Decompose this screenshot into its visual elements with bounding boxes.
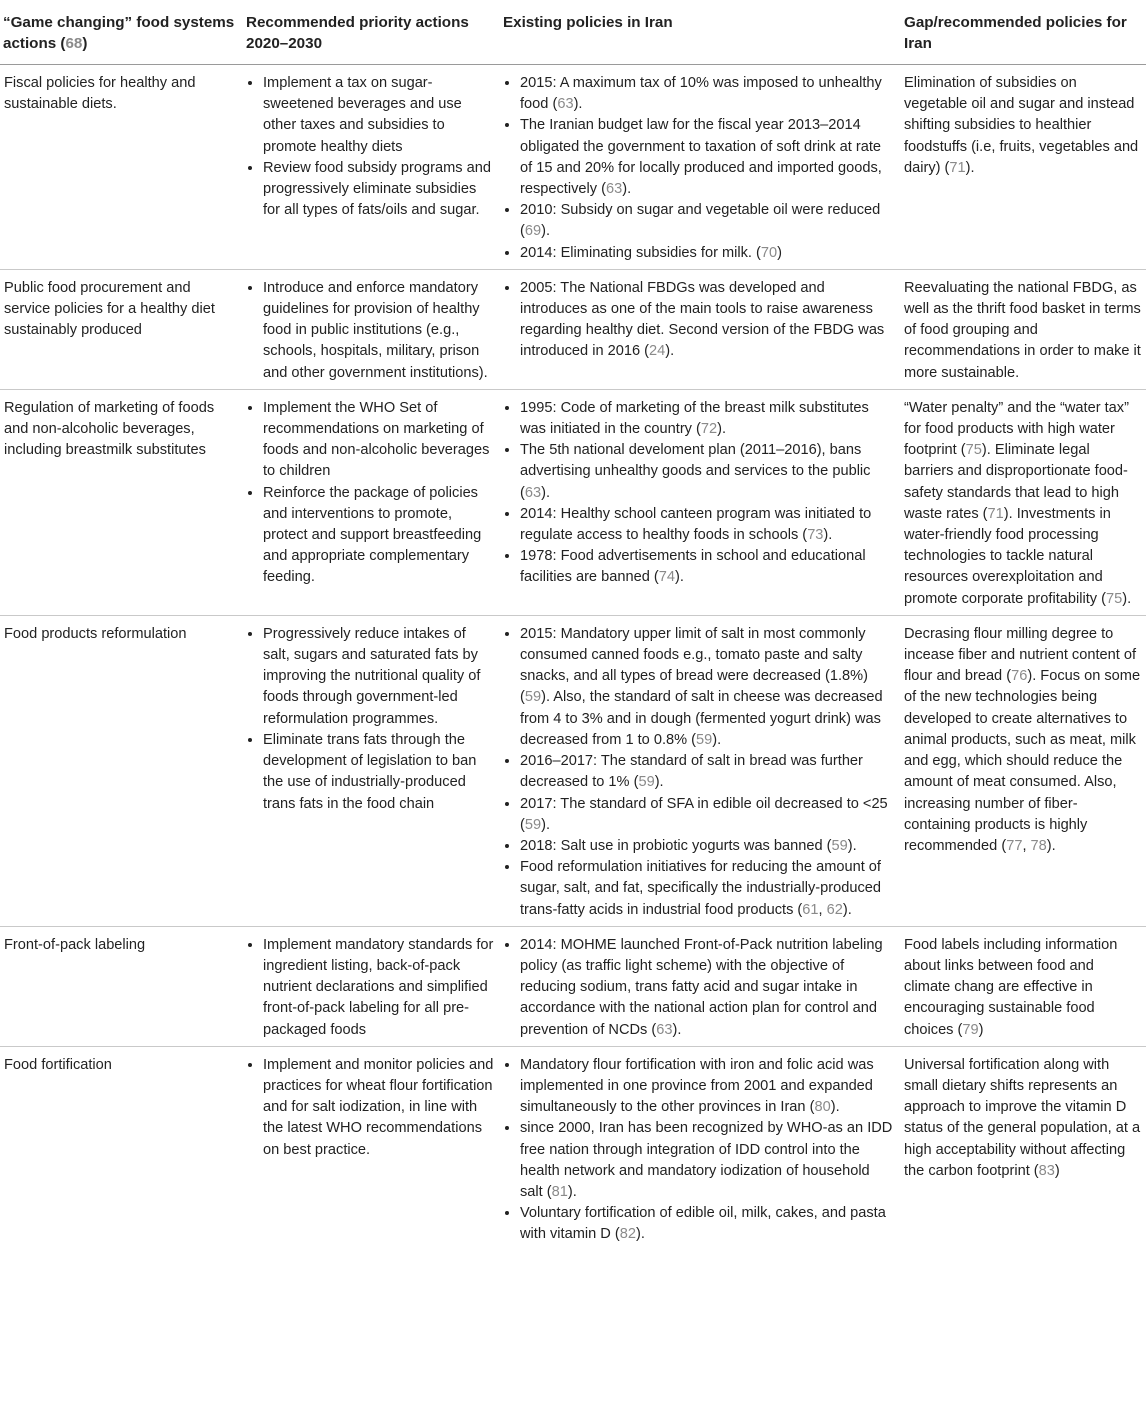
text-segment: ).: [622, 181, 632, 198]
text-segment: ).: [965, 159, 975, 176]
list-item: [263, 1055, 495, 1161]
list-item: [520, 504, 896, 546]
table-row: [0, 615, 1146, 926]
list-item: [263, 278, 495, 384]
text-segment: ).: [847, 837, 857, 854]
citation-link[interactable]: 73: [807, 527, 824, 544]
text-segment: ).: [1046, 837, 1056, 854]
cell-priority: [242, 269, 499, 389]
column-header-priority: Recommended priority actions 2020–2030: [242, 0, 499, 65]
list-item: [520, 278, 896, 363]
text-segment: ). Focus on some of the new technologies being developed to create alternatives to animal products, such as meat, milk and egg, which should reduce the amount of meat consumed. Also, increasing number of fiber-containing products is highly recommended (: [904, 668, 1141, 854]
list-item: [520, 115, 896, 200]
citation-link[interactable]: 70: [760, 244, 778, 261]
text-segment: ).: [573, 96, 583, 113]
text-segment: 2018: Salt use in probiotic yogurts was banned (: [520, 837, 832, 854]
citation-link[interactable]: 68: [65, 35, 83, 52]
priority-list: [246, 73, 495, 221]
text-segment: ).: [635, 1226, 645, 1243]
text-segment: Implement the WHO Set of recommendations on marketing of foods and non-alcoholic beverages to children: [263, 399, 490, 480]
citation-link[interactable]: 78: [1030, 837, 1047, 854]
cell-action: Food fortification: [4, 1056, 112, 1073]
citation-link[interactable]: 59: [524, 816, 542, 833]
text-segment: The 5th national develoment plan (2011–2016), bans advertising unhealthy goods and services to the public (: [520, 442, 871, 501]
column-header-actions: “Game changing” food systems actions (68): [0, 0, 242, 65]
text-segment: ).: [541, 223, 551, 240]
list-item: [520, 1203, 896, 1245]
text-segment: Decrasing flour milling degree to incease fiber and nutrient content of flour and bread (: [904, 625, 1137, 685]
text-segment: Elimination of subsidies on vegetable oil and sugar and instead shifting subsidies to healthier foodstuffs (i.e, fruits, vegetables and dairy) (: [904, 75, 1139, 176]
text-segment: 2017: The standard of SFA in edible oil decreased to <25 (: [520, 795, 888, 833]
citation-link[interactable]: 63: [605, 181, 623, 198]
priority-list: [246, 1055, 495, 1161]
cell-existing: [499, 389, 900, 615]
text-segment: ). Eliminate legal barriers and disproportionate food-safety standards that lead to high waste rates (: [904, 442, 1128, 522]
text-segment: Reevaluating the national FBDG, as well as the thrift food basket in terms of food grouping and recommendations in order to make it more sustainable.: [904, 279, 1141, 381]
cell-action: Food products reformulation: [0, 615, 242, 926]
list-item: [520, 546, 896, 588]
text-segment: 2014: Healthy school canteen program was initiated to regulate access to healthy foods in schools (: [520, 505, 872, 544]
list-item: [520, 73, 896, 115]
citation-link[interactable]: 80: [814, 1099, 831, 1116]
text-segment: ,: [1022, 837, 1031, 854]
text-segment: 2010: Subsidy on sugar and vegetable oil were reduced (: [520, 202, 881, 240]
text-segment: Implement a tax on sugar-sweetened beverages and use other taxes and subsidies to promote healthy diets: [263, 75, 462, 155]
text-segment: 1978: Food advertisements in school and educational facilities are banned (: [520, 548, 866, 586]
text-segment: Food reformulation initiatives for reducing the amount of sugar, salt, and fat, specifically the industrially-produced trans-fatty acids in industrial food products (: [520, 859, 881, 918]
citation-link[interactable]: 71: [987, 505, 1004, 522]
table-row: [0, 389, 1146, 615]
citation-link[interactable]: 63: [656, 1021, 673, 1038]
cell-priority: [242, 926, 499, 1046]
priority-list: [246, 398, 495, 589]
cell-priority: [242, 1046, 499, 1250]
list-item: [520, 243, 896, 264]
cell-existing: [499, 926, 900, 1046]
text-segment: 2014: Eliminating subsidies for milk. (: [520, 244, 761, 261]
citation-link[interactable]: 76: [1011, 668, 1028, 685]
list-item: [263, 935, 495, 1041]
text-segment: ): [777, 244, 783, 261]
text-segment: since 2000, Iran has been recognized by WHO-as an IDD free nation through integration of IDD control into the health network and mandatory iodization of household salt (: [520, 1120, 893, 1200]
table-row: [0, 1046, 1146, 1250]
text-segment: ).: [654, 774, 664, 791]
table-body: [0, 65, 1146, 1251]
cell-action: Regulation of marketing of foods and non-alcoholic beverages, including breastmilk substitutes: [0, 389, 242, 615]
text-segment: ).: [1122, 590, 1132, 607]
cell-gap: [900, 389, 1146, 615]
citation-link[interactable]: 75: [1105, 590, 1123, 607]
list-item: [520, 857, 896, 921]
citation-link[interactable]: 72: [700, 421, 718, 438]
text-segment: ): [978, 1021, 984, 1038]
cell-gap: [900, 269, 1146, 389]
citation-link[interactable]: 79: [962, 1021, 979, 1038]
cell-action: Front-of-pack labeling: [0, 926, 242, 1046]
citation-link[interactable]: 82: [619, 1226, 636, 1243]
cell-gap: [900, 615, 1146, 926]
existing-list: [503, 73, 896, 264]
text-segment: ,: [818, 901, 827, 918]
cell-gap: [900, 65, 1146, 270]
text-segment: Progressively reduce intakes of salt, sugars and saturated fats by improving the nutritional quality of foods through government-led reformulation programmes.: [263, 625, 481, 727]
citation-link[interactable]: 69: [524, 223, 542, 240]
cell-existing: [499, 65, 900, 270]
column-header-existing: Existing policies in Iran: [499, 0, 900, 65]
text-segment: 2014: MOHME launched Front-of-Pack nutrition labeling policy (as traffic light scheme) with the objective of reducing sodium, trans fatty acid and sugar intake in accordance with the national action plan for control and prevention of NCDs (: [520, 936, 883, 1038]
column-header-gap: Gap/recommended policies for Iran: [900, 0, 1146, 65]
text-segment: ).: [674, 569, 684, 586]
citation-link[interactable]: 71: [949, 159, 966, 176]
cell-gap: [900, 1046, 1146, 1250]
cell-existing: [499, 615, 900, 926]
text-segment: ).: [567, 1183, 577, 1200]
list-item: [263, 73, 495, 158]
text-segment: Review food subsidy programs and progressively eliminate subsidies for all types of fats/oils and sugar.: [263, 159, 491, 219]
list-item: [520, 1055, 896, 1119]
text-segment: ).: [672, 1021, 682, 1038]
existing-list: [503, 278, 896, 363]
list-item: [263, 730, 495, 815]
text-segment: ): [1054, 1162, 1060, 1179]
text-segment: Mandatory flour fortification with iron and folic acid was implemented in one province from 2001 and expanded simultaneously to the other provinces in Iran (: [520, 1056, 874, 1116]
text-segment: ).: [541, 816, 551, 833]
text-segment: Introduce and enforce mandatory guidelines for provision of healthy food in public institutions (e.g., schools, hospitals, military, prison and other government institutions).: [263, 279, 488, 381]
cell-action: Public food procurement and service policies for a healthy diet sustainably produced: [0, 269, 242, 389]
text-segment: ). Investments in water-friendly food processing technologies to tackle natural resources overexploitation and promote corporate profitability (: [904, 505, 1111, 607]
list-item: [263, 158, 495, 222]
citation-link[interactable]: 63: [557, 96, 574, 113]
text-segment: Food labels including information about links between food and climate chang are effective in encouraging sustainable food choices (: [904, 936, 1118, 1038]
existing-list: [503, 624, 896, 921]
citation-link[interactable]: 83: [1038, 1162, 1055, 1179]
text-segment: ).: [712, 731, 722, 748]
cell-priority: [242, 615, 499, 926]
text-segment: Universal fortification along with small dietary shifts represents an approach to improve the vitamin D status of the general population, at a high acceptability without affecting the carbon footprint (: [904, 1056, 1141, 1179]
text-segment: 2016–2017: The standard of salt in bread was further decreased to 1% (: [520, 753, 863, 791]
citation-link[interactable]: 59: [696, 731, 713, 748]
table-row: [0, 269, 1146, 389]
list-item: [520, 935, 896, 1041]
text-segment: ).: [717, 421, 727, 438]
existing-list: [503, 1055, 896, 1246]
list-item: [520, 794, 896, 836]
text-segment: Implement mandatory standards for ingredient listing, back-of-pack nutrient declarations and simplified front-of-pack labeling for all pre-packaged foods: [263, 936, 494, 1038]
citation-link[interactable]: 59: [638, 774, 655, 791]
text-segment: Reinforce the package of policies and interventions to promote, protect and support breastfeeding and appropriate complementary feeding.: [263, 484, 482, 586]
citation-link[interactable]: 24: [649, 343, 666, 360]
citation-link[interactable]: 61: [802, 901, 819, 918]
text-segment: “Water penalty” and the “water tax” for food products with high water footprint (: [904, 399, 1129, 459]
text-segment: 2005: The National FBDGs was developed and introduces as one of the main tools to raise awareness regarding healthy diet. Second version of the FBDG was introduced in 2016 (: [520, 279, 885, 360]
table-header-row: [0, 0, 1146, 65]
cell-action: Fiscal policies for healthy and sustainable diets.: [0, 65, 242, 270]
text-segment: 2015: A maximum tax of 10% was imposed to unhealthy food (: [520, 75, 882, 113]
list-item: [520, 836, 896, 857]
list-item: [520, 440, 896, 504]
citation-link[interactable]: 59: [831, 837, 848, 854]
text-segment: ).: [665, 343, 675, 360]
citation-link[interactable]: 59: [524, 689, 542, 706]
text-segment: The Iranian budget law for the fiscal year 2013–2014 obligated the government to taxation of soft drink at rate of 15 and 20% for locally produced and imported goods, respectively (: [520, 117, 882, 198]
list-item: [520, 751, 896, 793]
citation-link[interactable]: 63: [524, 484, 542, 501]
list-item: [520, 624, 896, 751]
text-segment: Eliminate trans fats through the development of legislation to ban the use of industrially-produced trans fats in the food chain: [263, 731, 477, 812]
table-row: [0, 926, 1146, 1046]
list-item: [263, 624, 495, 730]
citation-link[interactable]: 77: [1006, 837, 1023, 854]
priority-list: [246, 935, 495, 1041]
list-item: [520, 1118, 896, 1203]
citation-link[interactable]: 62: [826, 901, 843, 918]
text-segment: 1995: Code of marketing of the breast milk substitutes was initiated in the country (: [520, 399, 869, 438]
text-segment: ). Also, the standard of salt in cheese was decreased from 4 to 3% and in dough (fermented yogurt drink) was decreased from 1 to 0.8% (: [520, 689, 883, 748]
priority-list: [246, 278, 495, 384]
cell-priority: [242, 389, 499, 615]
text-segment: ).: [830, 1099, 840, 1116]
existing-list: [503, 935, 896, 1041]
existing-list: [503, 398, 896, 589]
text-segment: ).: [541, 484, 551, 501]
cell-existing: [499, 269, 900, 389]
cell-existing: [499, 1046, 900, 1250]
cell-gap: [900, 926, 1146, 1046]
list-item: [520, 398, 896, 440]
citation-link[interactable]: 74: [658, 569, 675, 586]
text-segment: Voluntary fortification of edible oil, milk, cakes, and pasta with vitamin D (: [520, 1205, 886, 1243]
text-segment: ).: [823, 527, 833, 544]
citation-link[interactable]: 81: [551, 1183, 568, 1200]
list-item: [263, 483, 495, 589]
list-item: [263, 398, 495, 483]
cell-priority: [242, 65, 499, 270]
citation-link[interactable]: 75: [965, 442, 982, 459]
text-segment: Implement and monitor policies and practices for wheat flour fortification and for salt iodization, in line with the latest WHO recommendations on best practice.: [263, 1056, 494, 1158]
text-segment: ).: [842, 901, 852, 918]
table-row: [0, 65, 1146, 270]
text-segment: 2015: Mandatory upper limit of salt in most commonly consumed canned foods e.g., tomato paste and salty snacks, and all types of bread were decreased (1.8%) (: [520, 625, 869, 706]
list-item: [520, 200, 896, 242]
priority-list: [246, 624, 495, 815]
